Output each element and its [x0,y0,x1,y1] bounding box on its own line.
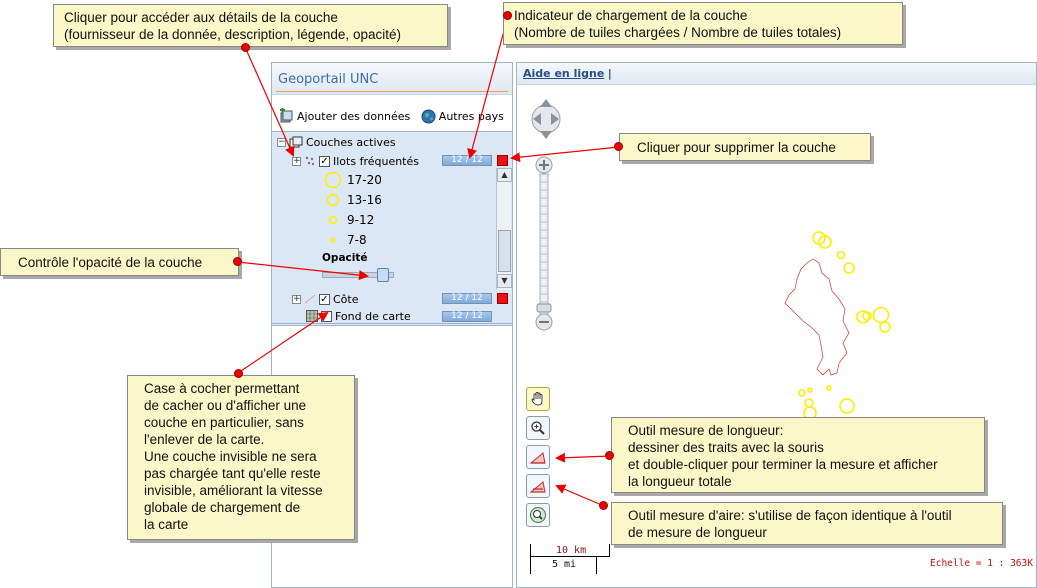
scale-mi-label: 5 mi [552,559,577,570]
collapse-toggle[interactable]: − [278,136,286,147]
callout-loading-indicator: Indicateur de chargement de la couche (Nombre de tuiles chargées / Nombre de tuiles totales) [503,2,903,45]
callout-anchor-dot [233,257,242,266]
legend-label: 7-8 [347,233,367,247]
layer-details-toggle[interactable]: + [293,155,301,166]
arrow-length-tool [557,456,611,458]
callout-layer-details: Cliquer pour accéder aux détails de la couche (fournisseur de la donnée, description, légende, opacité) [53,4,448,47]
opacity-label: Opacité [322,252,368,264]
legend-label: 9-12 [347,213,375,227]
help-link[interactable]: Aide en ligne [523,67,605,80]
tile-loading-indicator: 12 / 12 [442,293,492,304]
callout-anchor-dot [599,501,608,510]
arrow-checkbox [238,313,327,373]
scroll-up-button[interactable]: ▲ [497,168,512,182]
callout-area-tool: Outil mesure d'aire: s'utilise de façon identique à l'outil de mesure de longueur [611,502,1003,545]
tile-loading-indicator: 12 / 12 [442,311,492,322]
callout-anchor-dot [503,11,512,20]
legend-label: 17-20 [347,173,382,187]
callout-opacity: Contrôle l'opacité de la couche [0,248,239,276]
layer-visibility-checkbox[interactable]: ✓ [320,155,329,167]
callout-anchor-dot [605,451,614,460]
callout-anchor-dot [614,142,623,151]
callout-anchor-dot [241,43,250,52]
header-separator: | [607,67,612,80]
callout-anchor-dot [234,369,243,378]
legend-label: 13-16 [347,193,382,207]
callout-checkbox: Case à cocher permettant de cacher ou d'afficher une couche en particulier, sans l'enlever de la carte. Une couche invisible ne sera pas chargée tant qu'elle reste invisible, améliorant la vitesse globale de chargement de la carte [127,375,355,540]
layer-visibility-checkbox[interactable]: ✓ [320,293,329,305]
arrow-area-tool [557,486,604,506]
layer-details-toggle[interactable]: + [293,293,301,304]
arrow-opacity [238,262,367,276]
scroll-down-button[interactable]: ▼ [497,274,512,288]
active-layers-label: Couches actives [306,135,396,149]
tile-loading-indicator: 12 / 12 [442,155,492,166]
other-countries-label: Autres pays [438,110,504,123]
callout-delete-layer: Cliquer pour supprimer la couche [619,133,871,161]
scale-ratio: Echelle = 1 : 363K [930,558,1033,569]
panel-title: Geoportail UNC [272,63,512,95]
layer-name: Ilots fréquentés [333,154,419,168]
scale-km-label: 10 km [556,545,587,556]
add-data-label: Ajouter des données [297,109,411,123]
layer-name: Fond de carte [335,309,411,323]
arrow-layer-details [245,47,293,155]
callout-length-tool: Outil mesure de longueur: dessiner des traits avec la souris et double-cliquer pour terminer la mesure et afficher la longueur totale [611,417,985,493]
layer-name: Côte [333,292,359,306]
arrow-delete-layer [512,147,619,158]
